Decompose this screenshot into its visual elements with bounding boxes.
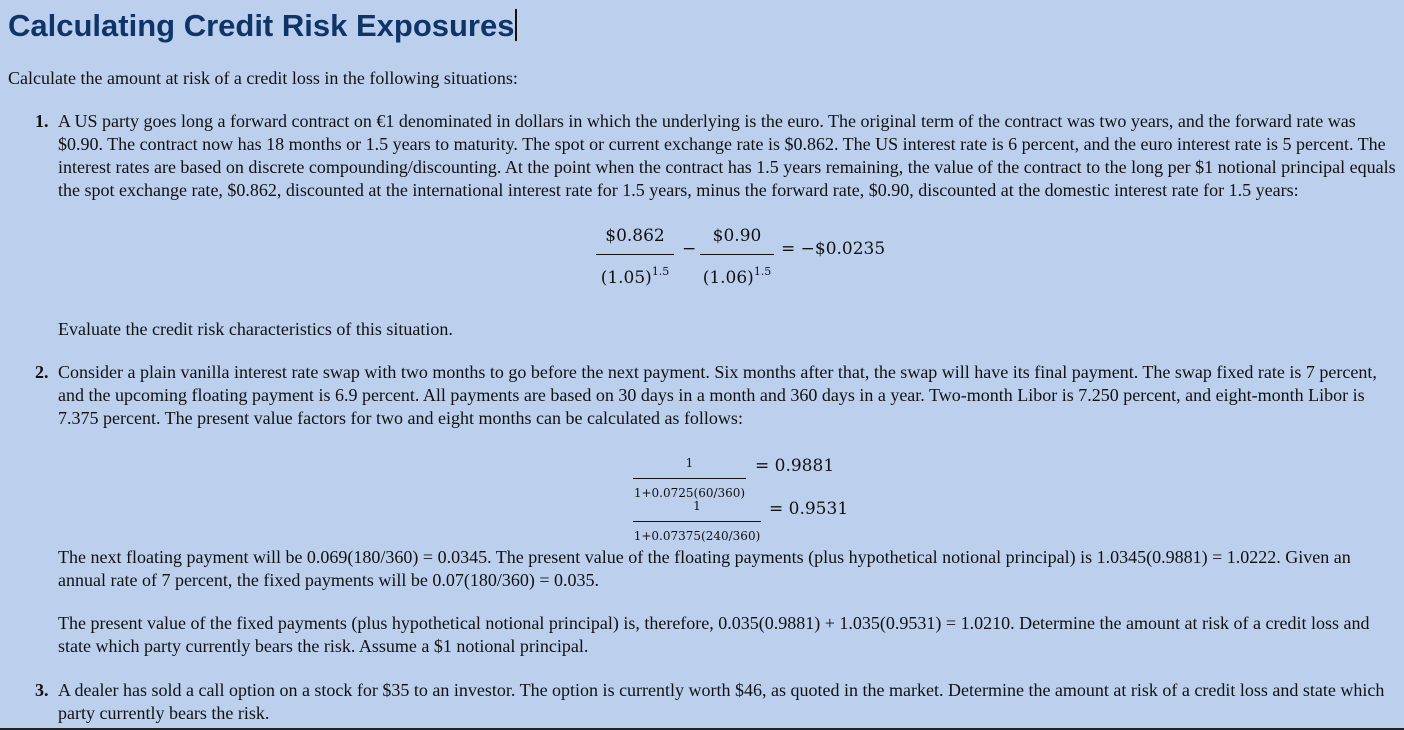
page-title	[8, 0, 1396, 46]
pv-factor-two-month-result: = 0.9881	[755, 456, 835, 476]
minus-operator: −	[682, 239, 697, 259]
denominator-exponent: 1.5	[753, 265, 772, 278]
question-item-3	[8, 679, 1396, 725]
question-text: A US party goes long a forward contract on €1 denominated in dollars in which the underlying is the euro. The original term of the contract was two years, and the forward rate was $0.90. The contract now has 18 months or 1.5 years to maturity. The spot or current exchange rate is $0.862. The US interest rate is 6 percent, and the euro interest rate is 5 percent. The interest rates are based on discrete compounding/discounting. At the point when the contract has 1.5 years remaining, the value of the contract to the long per $1 notional principal equals the spot exchange rate, $0.862, discounted at the international interest rate for 1.5 years, minus the forward rate, $0.90, discounted at the domestic interest rate for 1.5 years:	[58, 111, 1396, 200]
fraction-numerator: $0.90	[700, 225, 774, 255]
question-text: A dealer has sold a call option on a stock for $35 to an investor. The option is currently worth $46, as quoted in the market. Determine the amount at risk of a credit loss and state which party currently bears the risk.	[58, 680, 1385, 723]
denominator-base: (1.06)	[702, 268, 754, 288]
forward-value-equation	[58, 222, 1396, 318]
fraction-denominator	[596, 255, 674, 290]
fraction-numerator: 1	[633, 452, 746, 479]
denominator-exponent: 1.5	[651, 265, 670, 278]
question-followup: Evaluate the credit risk characteristics of this situation.	[58, 319, 453, 339]
fraction-numerator: $0.862	[596, 225, 674, 255]
fraction-denominator: 1+0.07375(240/360)	[633, 529, 761, 543]
fraction-spot	[596, 225, 674, 290]
fraction-denominator: 1+0.0725(60/360)	[633, 486, 746, 500]
equation-result: = −$0.0235	[781, 239, 886, 259]
question-followup-2: The present value of the fixed payments (plus hypothetical notional principal) is, therefore, 0.035(0.9881) + 1.035(0.9531) = 1.0210. Determine the amount at risk of a credit loss and state which party currently bears the risk. Assume a $1 notional principal.	[58, 613, 1370, 656]
fraction-forward	[700, 225, 774, 290]
pv-factor-eight-month-fraction	[633, 495, 761, 548]
fraction-denominator	[700, 255, 774, 290]
page-title-text: Calculating Credit Risk Exposures	[8, 8, 515, 43]
question-followup: The next floating payment will be 0.069(180/360) = 0.0345. The present value of the floating payments (plus hypothetical notional principal) is 1.0345(0.9881) = 1.0222. Given an annual rate of 7 percent, the fixed payments will be 0.07(180/360) = 0.035.	[58, 547, 1351, 590]
pv-factor-equations	[58, 452, 1396, 546]
denominator-base: (1.05)	[600, 268, 652, 288]
question-item-2	[8, 361, 1396, 658]
question-number: 1.	[35, 111, 49, 131]
question-number: 2.	[35, 362, 49, 382]
question-number: 3.	[35, 680, 49, 700]
question-text: Consider a plain vanilla interest rate swap with two months to go before the next payment. Six months after that, the swap will have its final payment. The swap fixed rate is 7 percent, and the upcoming floating payment is 6.9 percent. All payments are based on 30 days in a month and 360 days in a year. Two-month Libor is 7.250 percent, and eight-month Libor is 7.375 percent. The present value factors for two and eight months can be calculated as follows:	[58, 362, 1377, 428]
question-item-1	[8, 110, 1396, 341]
question-list	[8, 110, 1396, 725]
pv-factor-eight-month-result: = 0.9531	[769, 499, 849, 519]
text-caret	[515, 9, 517, 41]
intro-paragraph: Calculate the amount at risk of a credit loss in the following situations:	[8, 68, 518, 88]
fraction-numerator: 1	[633, 495, 761, 522]
